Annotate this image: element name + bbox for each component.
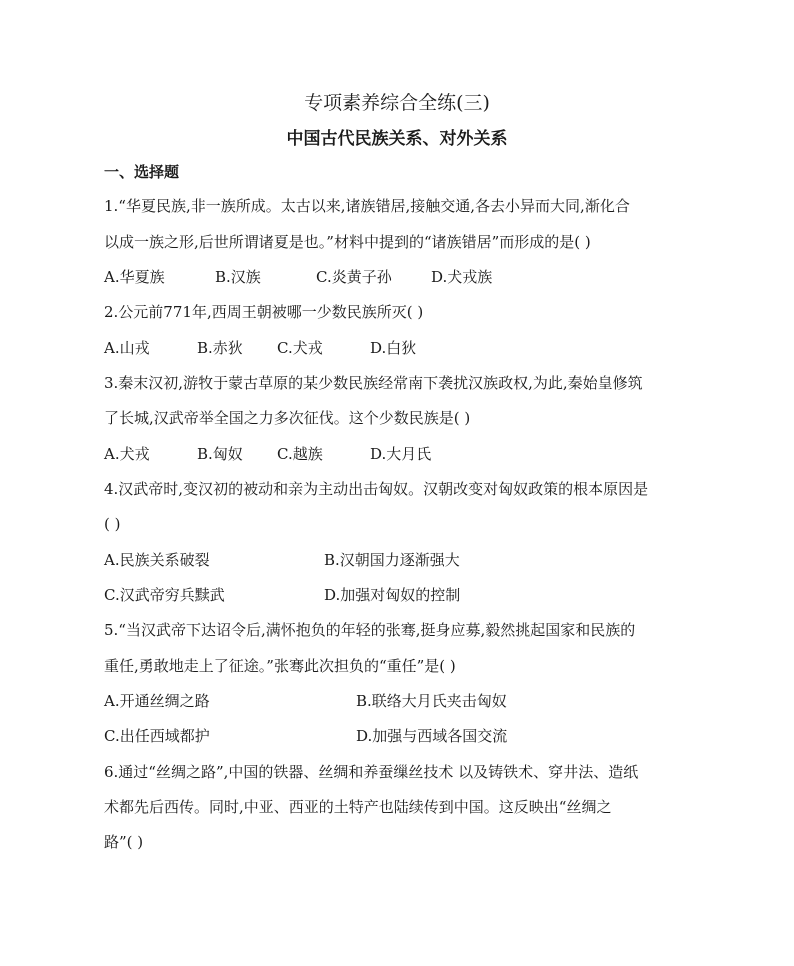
question-6-line-3: 路”( ) [104,833,144,851]
question-5-option-d: D.加强与西域各国交流 [356,727,508,745]
question-3-line-2: 了长城,汉武帝举全国之力多次征伐。这个少数民族是( ) [104,409,471,427]
section-heading: 一、选择题 [104,163,180,181]
question-1-option-b: B.汉族 [215,268,261,286]
question-4-line-1: 4.汉武帝时,变汉初的被动和亲为主动出击匈奴。汉朝改变对匈奴政策的根本原因是 [104,480,649,498]
question-2-option-d: D.白狄 [370,339,417,357]
question-3-option-c: C.越族 [277,445,323,463]
question-1-line-2: 以成一族之形,后世所谓诸夏是也。”材料中提到的“诸族错居”而形成的是( ) [104,233,591,251]
question-2-option-a: A.山戎 [104,339,150,357]
question-5-option-b: B.联络大月氏夹击匈奴 [356,692,507,710]
question-6-line-2: 术都先后西传。同时,中亚、西亚的土特产也陆续传到中国。这反映出“丝绸之 [104,798,612,816]
question-5-option-a: A.开通丝绸之路 [104,692,210,710]
question-1-line-1: 1.“华夏民族,非一族所成。太古以来,诸族错居,接触交通,各去小异而大同,渐化合 [104,197,630,215]
question-4-option-a: A.民族关系破裂 [104,551,210,569]
page-title: 专项素养综合全练(三) [304,92,490,114]
question-5-line-1: 5.“当汉武帝下达诏令后,满怀抱负的年轻的张骞,挺身应募,毅然挑起国家和民族的 [104,621,636,639]
question-2-line-1: 2.公元前771年,西周王朝被哪一少数民族所灭( ) [104,303,424,321]
question-2-option-b: B.赤狄 [197,339,243,357]
question-2-option-c: C.犬戎 [277,339,323,357]
question-1-option-a: A.华夏族 [104,268,165,286]
question-1-option-d: D.犬戎族 [431,268,493,286]
question-4-option-c: C.汉武帝穷兵黩武 [104,586,225,604]
question-4-line-2: ( ) [104,515,121,533]
question-3-option-d: D.大月氏 [370,445,432,463]
question-3-option-a: A.犬戎 [104,445,150,463]
page-subtitle: 中国古代民族关系、对外关系 [286,129,508,149]
question-5-option-c: C.出任西域都护 [104,727,210,745]
question-1-option-c: C.炎黄子孙 [316,268,392,286]
question-6-line-1: 6.通过“丝绸之路”,中国的铁器、丝绸和养蚕缫丝技术 以及铸铁术、穿井法、造纸 [104,763,639,781]
question-5-line-2: 重任,勇敢地走上了征途。”张骞此次担负的“重任”是( ) [104,657,456,675]
question-4-option-b: B.汉朝国力逐渐强大 [324,551,460,569]
question-3-line-1: 3.秦末汉初,游牧于蒙古草原的某少数民族经常南下袭扰汉族政权,为此,秦始皇修筑 [104,374,643,392]
question-3-option-b: B.匈奴 [197,445,243,463]
question-4-option-d: D.加强对匈奴的控制 [324,586,461,604]
